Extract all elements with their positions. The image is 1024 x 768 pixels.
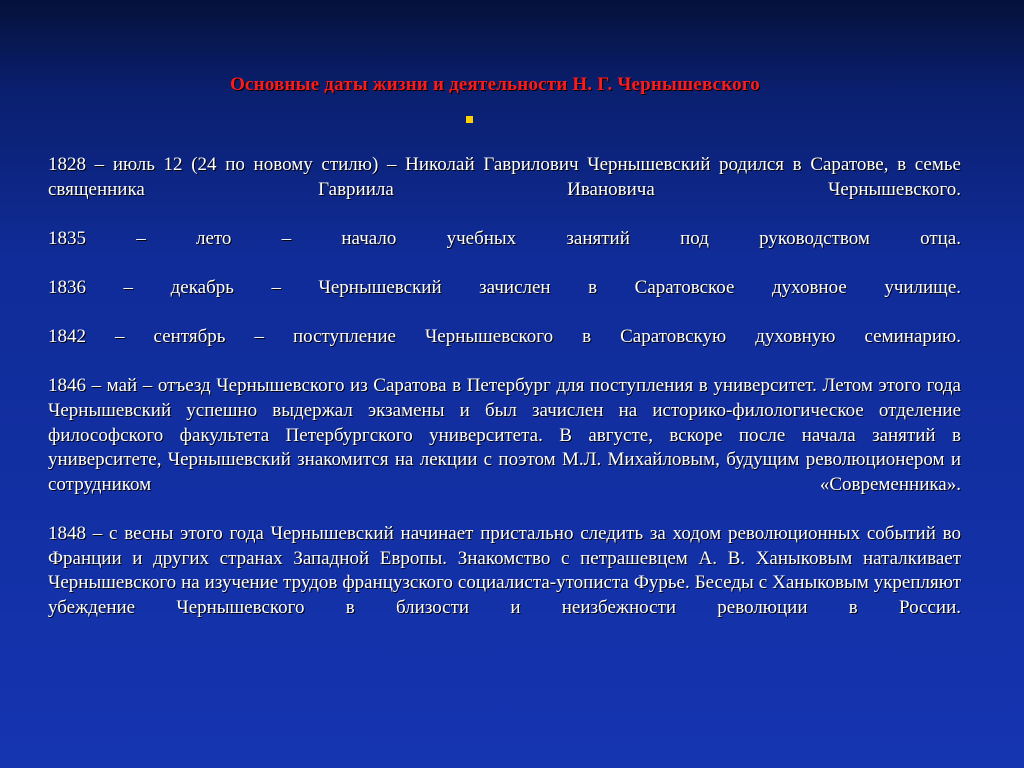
date-entry-1835: 1835 – лето – начало учебных занятий под руководством отца. bbox=[48, 227, 961, 249]
slide-title: Основные даты жизни и деятельности Н. Г. Чернышевского bbox=[230, 74, 760, 95]
date-entry-1828: 1828 – июль 12 (24 по новому стилю) – Николай Гаврилович Чернышевский родился в Саратове, в семье священника Гавриила Ивановича Чернышевского. bbox=[48, 154, 961, 200]
bullet-marker-icon bbox=[466, 116, 473, 123]
date-entry-1836: 1836 – декабрь – Чернышевский зачислен в Саратовское духовное училище. bbox=[48, 276, 961, 298]
slide-body bbox=[48, 153, 961, 645]
date-entry-1846: 1846 – май – отъезд Чернышевского из Саратова в Петербург для поступления в университет. Летом этого года Чернышевский успешно выдержал экзамены и был зачислен на историко-филологическое отделение философского факультета Петербургского университета. В августе, вскоре после начала занятий в университете, Чернышевский знакомится на лекции с поэтом М.Л. Михайловым, будущим революционером и сотрудником «Современника». bbox=[48, 375, 961, 495]
date-entry-1842: 1842 – сентябрь – поступление Чернышевского в Саратовскую духовную семинарию. bbox=[48, 326, 961, 348]
date-entry-1848: 1848 – с весны этого года Чернышевский начинает пристально следить за ходом революционных событий во Франции и других странах Западной Европы. Знакомство с петрашевцем А. В. Ханыковым наталкивает Чернышевского на изучение трудов французского социалиста-утописта Фурье. Беседы с Ханыковым укрепляют убеждение Чернышевского в близости и неизбежности революции в России. bbox=[48, 522, 961, 618]
